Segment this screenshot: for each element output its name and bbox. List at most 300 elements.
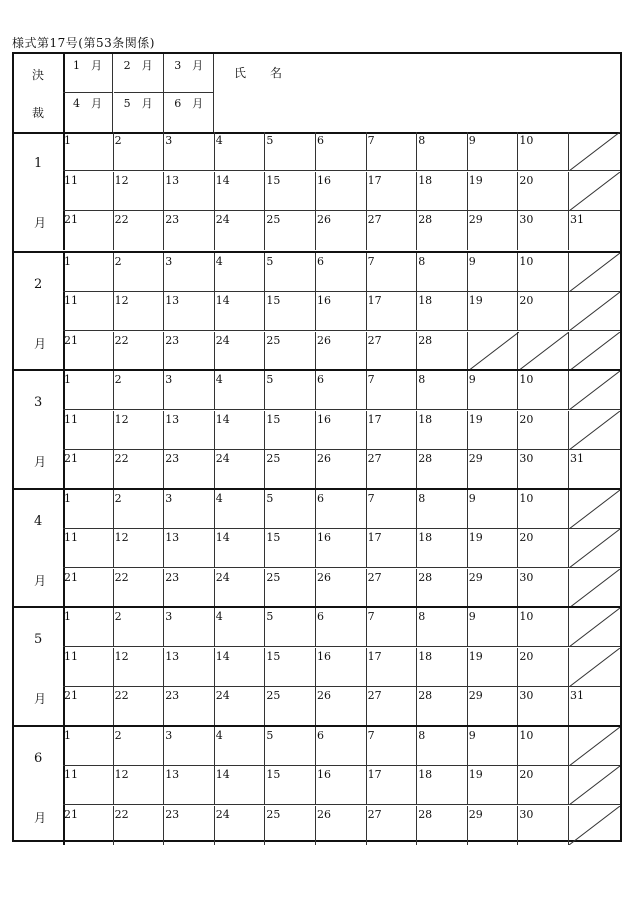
day-number: 3: [165, 728, 173, 742]
day-number: 27: [367, 689, 382, 702]
day-cell[interactable]: [164, 727, 215, 766]
day-cell[interactable]: [164, 172, 215, 211]
day-number: 26: [317, 807, 331, 821]
day-cell[interactable]: [316, 132, 367, 171]
day-cell[interactable]: [569, 687, 620, 726]
approval-month-top: 3 月: [174, 59, 204, 72]
day-cell[interactable]: [215, 569, 266, 608]
void-slash-line: [569, 332, 620, 371]
day-number: 17: [367, 531, 382, 544]
day-number: 4: [215, 610, 223, 623]
day-number: 24: [215, 570, 230, 584]
day-cell[interactable]: [164, 687, 215, 726]
day-cell[interactable]: [367, 371, 418, 410]
day-number: 24: [215, 807, 230, 821]
day-cell[interactable]: [518, 450, 569, 489]
day-cell[interactable]: [215, 608, 266, 647]
day-number: 4: [215, 254, 223, 268]
day-number: 23: [165, 689, 180, 702]
day-cell-void: [569, 569, 620, 608]
day-row: [63, 450, 620, 489]
day-cell[interactable]: [468, 132, 519, 171]
day-cell[interactable]: [265, 371, 316, 410]
void-slash-line: [468, 332, 519, 371]
day-cell[interactable]: [417, 332, 468, 371]
day-number: 2: [114, 134, 122, 147]
day-cell[interactable]: [367, 687, 418, 726]
day-number: 15: [266, 531, 281, 544]
void-slash: [569, 806, 620, 845]
day-number: 2: [114, 254, 122, 268]
day-cell-void: [569, 806, 620, 845]
day-cell[interactable]: [164, 450, 215, 489]
day-cell[interactable]: [468, 292, 519, 331]
day-number: 19: [468, 531, 483, 544]
day-cell[interactable]: [417, 687, 468, 726]
day-cell[interactable]: [468, 608, 519, 647]
day-number: 23: [165, 570, 180, 584]
day-number: 25: [266, 570, 281, 584]
day-number: 18: [418, 412, 433, 426]
month-number: 4: [34, 513, 43, 529]
day-cell[interactable]: [417, 211, 468, 250]
day-number: 18: [418, 531, 433, 544]
void-slash-line: [569, 490, 620, 529]
day-cell[interactable]: [164, 292, 215, 331]
day-cell[interactable]: [164, 490, 215, 529]
approval-label-top: 決: [32, 68, 45, 82]
day-number: 12: [114, 412, 129, 426]
day-cell[interactable]: [215, 172, 266, 211]
day-number: 13: [165, 173, 180, 187]
day-cell[interactable]: [63, 529, 114, 568]
day-cell[interactable]: [316, 766, 367, 805]
day-cell[interactable]: [215, 371, 266, 410]
day-cell[interactable]: [215, 806, 266, 845]
day-cell[interactable]: [215, 411, 266, 450]
day-cell[interactable]: [63, 450, 114, 489]
day-number: 31: [570, 452, 584, 465]
day-cell[interactable]: [265, 292, 316, 331]
day-cell[interactable]: [114, 411, 165, 450]
day-cell[interactable]: [417, 411, 468, 450]
day-number: 30: [519, 213, 534, 226]
day-cell[interactable]: [265, 569, 316, 608]
day-cell[interactable]: [265, 727, 316, 766]
day-cell[interactable]: [367, 569, 418, 608]
day-number: 20: [519, 294, 534, 307]
day-number: 17: [367, 649, 382, 663]
day-cell[interactable]: [114, 371, 165, 410]
day-number: 28: [418, 213, 433, 226]
day-number: 27: [367, 807, 382, 821]
day-number: 10: [519, 254, 534, 268]
day-cell[interactable]: [316, 687, 367, 726]
day-cell[interactable]: [569, 211, 620, 250]
approval-month-bottom: 4 月: [73, 97, 102, 110]
day-number: 11: [64, 294, 78, 307]
day-cell[interactable]: [63, 727, 114, 766]
day-cell[interactable]: [367, 806, 418, 845]
day-number: 13: [165, 649, 180, 663]
void-slash: [569, 172, 620, 211]
day-cell[interactable]: [518, 132, 569, 171]
day-number: 9: [468, 254, 476, 268]
day-cell[interactable]: [518, 172, 569, 211]
day-cell[interactable]: [215, 529, 266, 568]
day-number: 5: [266, 373, 274, 386]
approval-header: [14, 54, 620, 134]
day-cell[interactable]: [265, 253, 316, 292]
day-cell[interactable]: [468, 806, 519, 845]
day-number: 31: [570, 213, 584, 226]
day-cell[interactable]: [367, 608, 418, 647]
day-number: 22: [114, 452, 129, 465]
day-number: 30: [519, 807, 534, 821]
day-cell[interactable]: [468, 411, 519, 450]
day-cell[interactable]: [265, 211, 316, 250]
day-row: [63, 132, 620, 171]
day-number: 19: [468, 768, 483, 781]
day-cell[interactable]: [367, 132, 418, 171]
day-cell[interactable]: [215, 727, 266, 766]
month-suffix: 月: [34, 336, 47, 351]
day-cell[interactable]: [164, 371, 215, 410]
day-cell[interactable]: [63, 292, 114, 331]
day-number: 6: [317, 134, 324, 147]
day-cell[interactable]: [63, 569, 114, 608]
day-number: 24: [215, 452, 230, 465]
day-cell[interactable]: [215, 132, 266, 171]
day-cell[interactable]: [63, 490, 114, 529]
day-number: 22: [114, 570, 129, 584]
day-cell[interactable]: [265, 608, 316, 647]
day-number: 23: [165, 807, 180, 821]
day-row: [63, 608, 620, 647]
day-cell[interactable]: [265, 411, 316, 450]
day-cell[interactable]: [417, 450, 468, 489]
day-number: 19: [468, 412, 483, 426]
day-cell[interactable]: [468, 371, 519, 410]
day-number: 22: [114, 333, 129, 347]
day-cell[interactable]: [518, 211, 569, 250]
day-number: 5: [266, 134, 274, 147]
day-number: 25: [266, 452, 281, 465]
day-cell[interactable]: [417, 371, 468, 410]
day-cell[interactable]: [164, 806, 215, 845]
day-number: 17: [367, 173, 382, 187]
day-cell[interactable]: [417, 172, 468, 211]
day-number: 5: [266, 610, 274, 623]
month-number: 5: [34, 632, 43, 647]
day-cell[interactable]: [164, 569, 215, 608]
day-cell[interactable]: [367, 648, 418, 687]
day-cell[interactable]: [114, 332, 165, 371]
day-cell[interactable]: [417, 132, 468, 171]
day-number: 25: [266, 213, 281, 226]
day-cell[interactable]: [164, 608, 215, 647]
day-cell[interactable]: [367, 211, 418, 250]
day-number: 24: [215, 689, 230, 702]
day-cell[interactable]: [417, 292, 468, 331]
day-number: 13: [165, 294, 180, 307]
day-cell[interactable]: [215, 490, 266, 529]
day-cell[interactable]: [417, 806, 468, 845]
day-cell[interactable]: [468, 569, 519, 608]
day-number: 19: [468, 294, 483, 307]
day-cell[interactable]: [468, 490, 519, 529]
day-cell[interactable]: [164, 211, 215, 250]
day-cell[interactable]: [468, 450, 519, 489]
day-cell[interactable]: [367, 727, 418, 766]
day-cell[interactable]: [367, 253, 418, 292]
day-cell[interactable]: [63, 332, 114, 371]
day-number: 4: [215, 728, 223, 742]
day-number: 10: [519, 728, 534, 742]
month-block: [14, 251, 620, 371]
day-cell[interactable]: [518, 766, 569, 805]
day-cell[interactable]: [114, 490, 165, 529]
day-cell[interactable]: [367, 490, 418, 529]
day-cell[interactable]: [265, 529, 316, 568]
day-cell[interactable]: [215, 211, 266, 250]
void-slash: [518, 332, 569, 371]
day-cell[interactable]: [468, 727, 519, 766]
day-cell[interactable]: [265, 450, 316, 489]
day-cell[interactable]: [114, 450, 165, 489]
day-cell[interactable]: [114, 766, 165, 805]
day-cell[interactable]: [518, 292, 569, 331]
approval-label: [14, 54, 65, 132]
void-slash: [569, 727, 620, 766]
month-label: [14, 253, 65, 371]
day-cell[interactable]: [468, 529, 519, 568]
day-cell[interactable]: [367, 450, 418, 489]
day-cell[interactable]: [215, 687, 266, 726]
day-cell[interactable]: [367, 292, 418, 331]
day-number: 26: [317, 570, 331, 584]
day-cell[interactable]: [417, 253, 468, 292]
day-cell[interactable]: [518, 648, 569, 687]
day-number: 12: [114, 768, 129, 781]
day-cell[interactable]: [316, 211, 367, 250]
day-cell[interactable]: [265, 766, 316, 805]
day-cell[interactable]: [164, 766, 215, 805]
day-cell[interactable]: [265, 172, 316, 211]
day-cell[interactable]: [215, 450, 266, 489]
day-number: 5: [266, 491, 274, 505]
day-cell[interactable]: [518, 608, 569, 647]
day-cell[interactable]: [114, 529, 165, 568]
day-number: 8: [418, 610, 426, 623]
day-cell[interactable]: [417, 569, 468, 608]
day-number: 4: [215, 134, 223, 147]
day-cell[interactable]: [63, 253, 114, 292]
day-number: 30: [519, 689, 534, 702]
day-cell[interactable]: [468, 211, 519, 250]
day-cell[interactable]: [316, 253, 367, 292]
day-cell[interactable]: [215, 648, 266, 687]
day-cell[interactable]: [468, 687, 519, 726]
day-number: 6: [317, 373, 324, 386]
day-number: 3: [165, 491, 173, 505]
day-number: 7: [367, 373, 375, 386]
day-cell[interactable]: [367, 766, 418, 805]
month-suffix: 月: [34, 455, 47, 469]
day-cell[interactable]: [518, 253, 569, 292]
day-number: 8: [418, 254, 426, 268]
day-number: 11: [64, 649, 78, 663]
day-number: 11: [64, 412, 78, 426]
day-cell[interactable]: [265, 687, 316, 726]
day-row: [63, 490, 620, 529]
day-number: 9: [468, 373, 476, 386]
day-cell[interactable]: [63, 608, 114, 647]
day-cell[interactable]: [518, 687, 569, 726]
day-cell[interactable]: [367, 172, 418, 211]
day-cell[interactable]: [114, 292, 165, 331]
day-number: 3: [165, 134, 173, 147]
day-cell[interactable]: [417, 490, 468, 529]
day-cell[interactable]: [164, 411, 215, 450]
day-cell-void: [569, 253, 620, 292]
day-row: [63, 687, 620, 726]
day-cell[interactable]: [114, 806, 165, 845]
day-cell[interactable]: [417, 608, 468, 647]
void-slash-line: [569, 806, 620, 845]
day-cell[interactable]: [367, 411, 418, 450]
day-cell[interactable]: [114, 172, 165, 211]
day-cell[interactable]: [417, 648, 468, 687]
day-cell[interactable]: [316, 727, 367, 766]
day-cell[interactable]: [114, 132, 165, 171]
day-cell[interactable]: [63, 411, 114, 450]
day-cell[interactable]: [468, 766, 519, 805]
day-cell[interactable]: [63, 371, 114, 410]
day-cell[interactable]: [518, 490, 569, 529]
day-cell[interactable]: [265, 648, 316, 687]
day-number: 1: [64, 254, 71, 268]
day-number: 4: [215, 373, 223, 386]
day-cell[interactable]: [265, 132, 316, 171]
day-number: 7: [367, 491, 375, 505]
day-cell-void: [518, 332, 569, 371]
day-cell[interactable]: [164, 332, 215, 371]
day-cell[interactable]: [215, 766, 266, 805]
day-cell[interactable]: [215, 253, 266, 292]
day-cell[interactable]: [367, 529, 418, 568]
void-slash-line: [569, 766, 620, 805]
day-cell[interactable]: [316, 371, 367, 410]
day-cell[interactable]: [569, 450, 620, 489]
day-cell[interactable]: [518, 529, 569, 568]
day-cell[interactable]: [518, 806, 569, 845]
month-label: [14, 371, 65, 489]
day-cell[interactable]: [63, 766, 114, 805]
day-cell[interactable]: [63, 687, 114, 726]
day-cell[interactable]: [265, 806, 316, 845]
day-cell[interactable]: [417, 727, 468, 766]
day-number: 26: [317, 213, 331, 226]
day-cell[interactable]: [417, 529, 468, 568]
day-cell[interactable]: [114, 727, 165, 766]
day-cell[interactable]: [63, 648, 114, 687]
day-cell[interactable]: [316, 490, 367, 529]
day-number: 23: [165, 213, 180, 226]
day-cell[interactable]: [316, 172, 367, 211]
day-number: 18: [418, 768, 433, 781]
day-number: 20: [519, 173, 534, 187]
day-cell[interactable]: [316, 569, 367, 608]
day-cell[interactable]: [518, 411, 569, 450]
day-number: 16: [317, 173, 331, 187]
day-number: 10: [519, 134, 534, 147]
day-cell[interactable]: [63, 211, 114, 250]
day-cell[interactable]: [164, 132, 215, 171]
day-number: 6: [317, 610, 324, 623]
day-cell[interactable]: [468, 172, 519, 211]
day-cell[interactable]: [215, 332, 266, 371]
day-cell[interactable]: [518, 727, 569, 766]
day-cell[interactable]: [114, 253, 165, 292]
day-cell[interactable]: [114, 648, 165, 687]
void-slash: [569, 648, 620, 687]
day-cell[interactable]: [114, 211, 165, 250]
day-number: 29: [468, 570, 483, 584]
day-cell[interactable]: [468, 648, 519, 687]
void-slash-line: [569, 569, 620, 608]
day-cell[interactable]: [468, 253, 519, 292]
day-number: 25: [266, 333, 281, 347]
day-cell[interactable]: [215, 292, 266, 331]
day-cell[interactable]: [63, 806, 114, 845]
day-cell[interactable]: [114, 608, 165, 647]
day-cell[interactable]: [316, 292, 367, 331]
day-cell[interactable]: [316, 411, 367, 450]
day-cell[interactable]: [316, 450, 367, 489]
day-cell[interactable]: [316, 529, 367, 568]
void-slash: [569, 332, 620, 371]
month-block: [14, 132, 620, 250]
void-slash: [569, 411, 620, 450]
day-number: 13: [165, 768, 180, 781]
day-cell[interactable]: [114, 687, 165, 726]
day-cell[interactable]: [316, 332, 367, 371]
day-cell-void: [569, 371, 620, 410]
day-cell[interactable]: [63, 132, 114, 171]
day-number: 29: [468, 689, 483, 702]
day-number: 20: [519, 412, 534, 426]
day-cell[interactable]: [164, 253, 215, 292]
day-cell[interactable]: [164, 648, 215, 687]
day-cell[interactable]: [316, 648, 367, 687]
day-number: 15: [266, 768, 281, 781]
approval-month-cell: [114, 54, 164, 132]
day-cell[interactable]: [417, 766, 468, 805]
day-cell[interactable]: [114, 569, 165, 608]
day-cell[interactable]: [316, 608, 367, 647]
day-cell[interactable]: [265, 490, 316, 529]
day-cell[interactable]: [518, 371, 569, 410]
day-number: 24: [215, 213, 230, 226]
day-cell[interactable]: [518, 569, 569, 608]
day-cell[interactable]: [164, 529, 215, 568]
day-cell[interactable]: [367, 332, 418, 371]
day-cell[interactable]: [265, 332, 316, 371]
day-cell[interactable]: [63, 172, 114, 211]
day-number: 2: [114, 610, 122, 623]
day-cell[interactable]: [316, 806, 367, 845]
